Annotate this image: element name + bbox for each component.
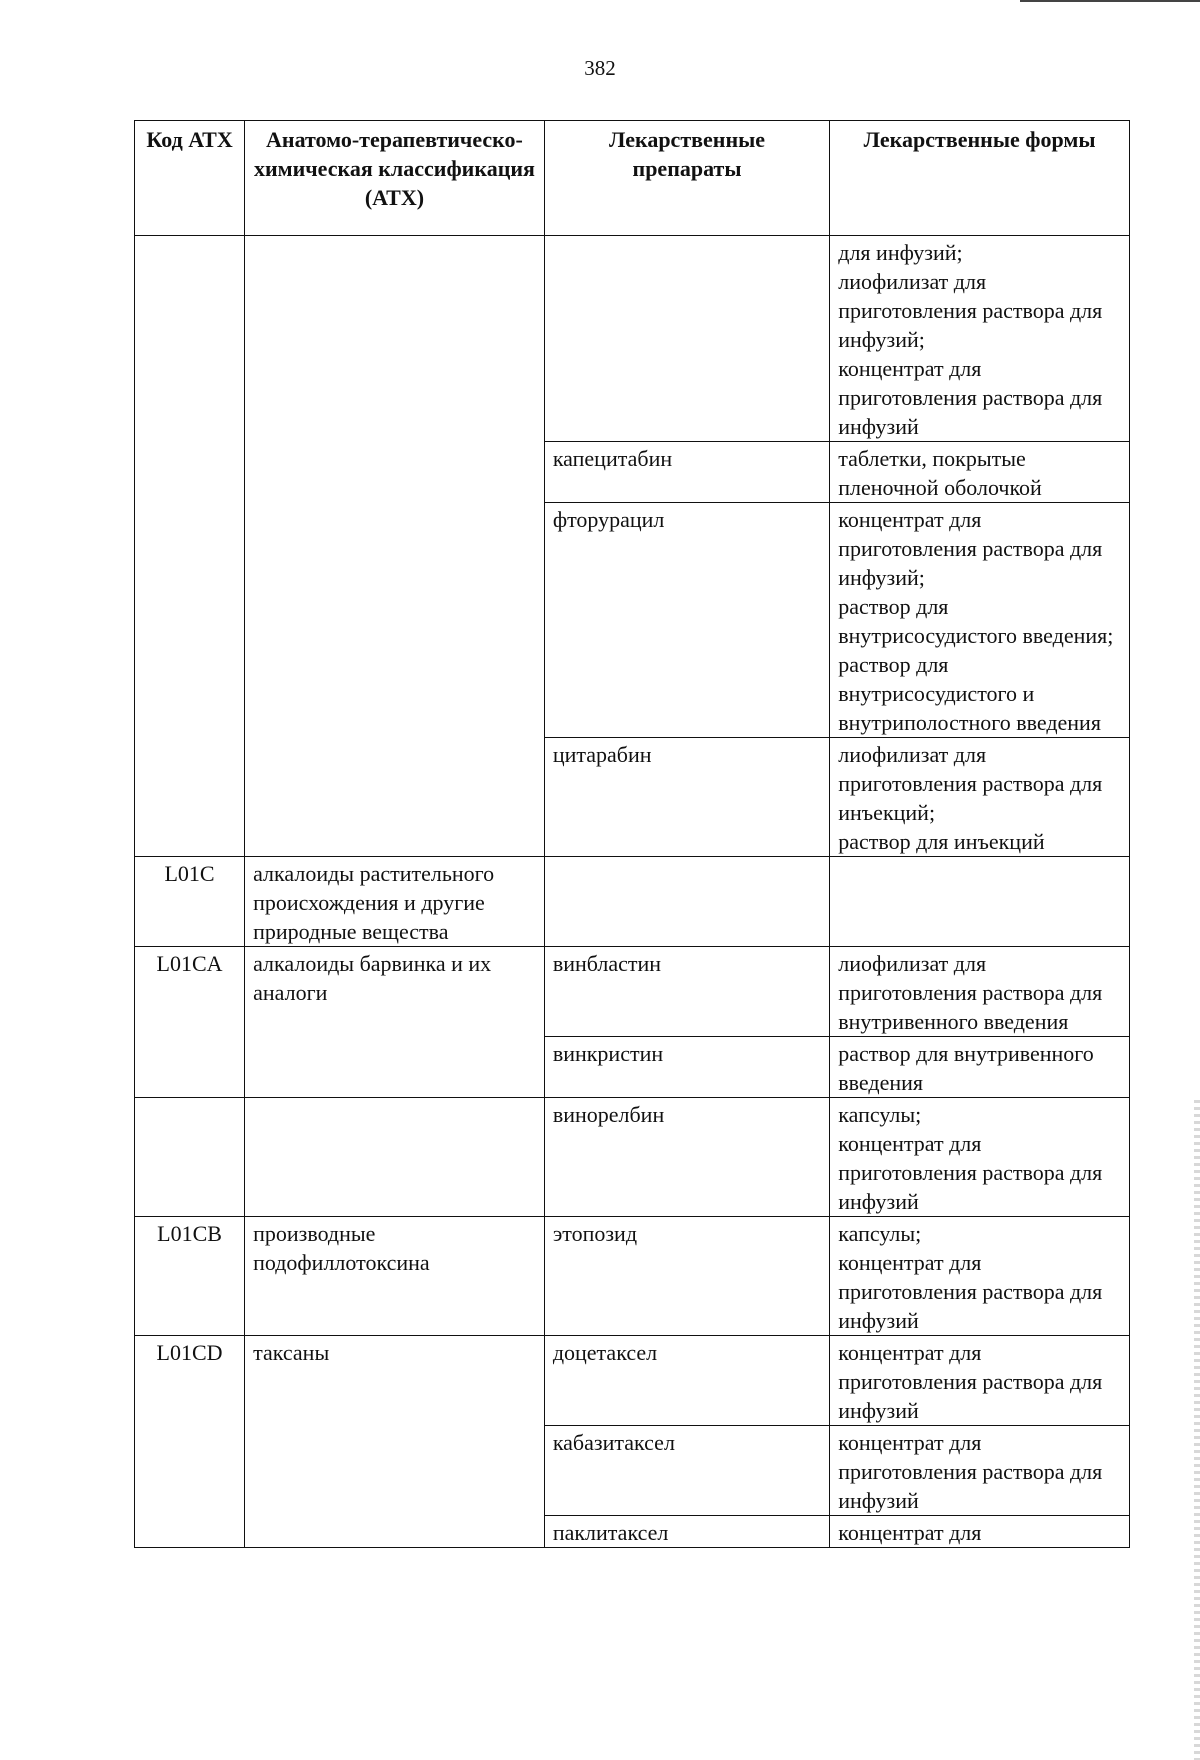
scan-top-rule: [1020, 0, 1200, 2]
cell-drug: капецитабин: [544, 442, 829, 503]
cell-code: L01CA: [135, 947, 245, 1098]
cell-drug: фторурацил: [544, 503, 829, 738]
cell-forms: [830, 947, 1130, 1037]
cell-forms: [830, 1426, 1130, 1516]
cell-drug: этопозид: [544, 1217, 829, 1336]
table-row: [135, 1098, 1130, 1217]
cell-classification: алкалоиды растительного происхождения и другие природные вещества: [245, 857, 545, 947]
cell-drug: кабазитаксел: [544, 1426, 829, 1516]
form-line: концентрат для: [838, 1520, 982, 1545]
form-line: лиофилизат для приготовления раствора для инъекций;: [838, 742, 1103, 825]
cell-drug: [544, 857, 829, 947]
cell-forms: [830, 1217, 1130, 1336]
header-forms: Лекарственные формы: [830, 121, 1130, 236]
cell-forms: [830, 1516, 1130, 1548]
table-row: [135, 236, 1130, 442]
table-row: [135, 947, 1130, 1037]
cell-forms: [830, 1098, 1130, 1217]
cell-drug: [544, 236, 829, 442]
cell-classification: [245, 1098, 545, 1217]
cell-classification: таксаны: [245, 1336, 545, 1548]
cell-forms: [830, 1336, 1130, 1426]
header-classification: Анатомо-терапевтическо-химическая классификация (АТХ): [245, 121, 545, 236]
form-line: концентрат для приготовления раствора для инфузий: [838, 1131, 1103, 1214]
table-row: [135, 857, 1130, 947]
form-line: капсулы;: [838, 1102, 922, 1127]
form-line: концентрат для приготовления раствора для инфузий: [838, 356, 1103, 439]
form-line: лиофилизат для приготовления раствора для инфузий;: [838, 269, 1103, 352]
cell-code: L01C: [135, 857, 245, 947]
form-line: таблетки, покрытые пленочной оболочкой: [838, 446, 1042, 500]
table-row: [135, 1217, 1130, 1336]
form-line: лиофилизат для приготовления раствора для внутривенного введения: [838, 951, 1103, 1034]
cell-forms: [830, 857, 1130, 947]
form-line: раствор для внутрисосудистого введения;: [838, 594, 1114, 648]
cell-forms: [830, 503, 1130, 738]
form-line: раствор для внутривенного введения: [838, 1041, 1094, 1095]
cell-forms: [830, 738, 1130, 857]
cell-forms: [830, 236, 1130, 442]
cell-drug: винбластин: [544, 947, 829, 1037]
form-line: раствор для инъекций: [838, 829, 1045, 854]
cell-code: [135, 1098, 245, 1217]
cell-forms: [830, 442, 1130, 503]
form-line: концентрат для приготовления раствора для инфузий: [838, 1250, 1103, 1333]
cell-code: L01CB: [135, 1217, 245, 1336]
cell-drug: винкристин: [544, 1037, 829, 1098]
page-number: 382: [584, 56, 616, 80]
table-header-row: [135, 121, 1130, 236]
atc-drug-table: [134, 120, 1130, 1548]
header-drugs: Лекарственные препараты: [544, 121, 829, 236]
cell-classification: производные подофиллотоксина: [245, 1217, 545, 1336]
cell-drug: винорелбин: [544, 1098, 829, 1217]
scan-edge-artifact: [1194, 1100, 1200, 1760]
cell-code: L01CD: [135, 1336, 245, 1548]
cell-drug: доцетаксел: [544, 1336, 829, 1426]
form-line: раствор для внутрисосудистого и внутриполостного введения: [838, 652, 1101, 735]
cell-classification: алкалоиды барвинка и их аналоги: [245, 947, 545, 1098]
form-line: капсулы;: [838, 1221, 922, 1246]
cell-forms: [830, 1037, 1130, 1098]
table-row: [135, 1336, 1130, 1426]
cell-drug: паклитаксел: [544, 1516, 829, 1548]
cell-code: [135, 236, 245, 857]
cell-drug: цитарабин: [544, 738, 829, 857]
form-line: концентрат для приготовления раствора для инфузий: [838, 1430, 1103, 1513]
form-line: для инфузий;: [838, 240, 963, 265]
cell-classification: [245, 236, 545, 857]
form-line: концентрат для приготовления раствора для инфузий;: [838, 507, 1103, 590]
form-line: концентрат для приготовления раствора для инфузий: [838, 1340, 1103, 1423]
header-code: Код АТХ: [135, 121, 245, 236]
